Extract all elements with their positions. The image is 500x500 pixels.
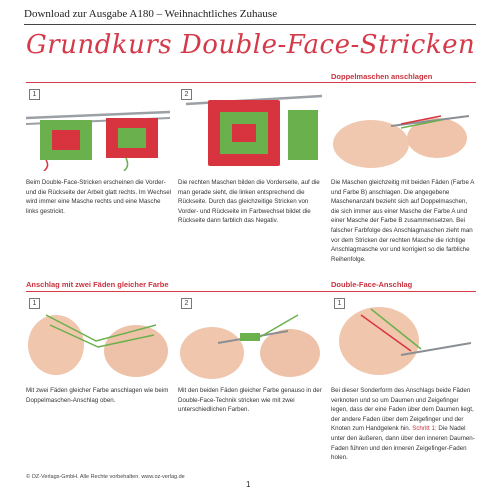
photo-swatch-front-back bbox=[26, 86, 170, 171]
section-rule-bottom bbox=[26, 291, 476, 292]
page-title: Grundkurs Double-Face-Stricken bbox=[26, 30, 476, 60]
section-title-doppelmaschen: Doppelmaschen anschlagen bbox=[331, 72, 433, 81]
page-header: Download zur Ausgabe A180 – Weihnachtliches Zuhause bbox=[24, 8, 278, 20]
header-rule bbox=[24, 24, 476, 25]
photo-double-face-cast-on bbox=[331, 295, 475, 380]
page-number: 1 bbox=[246, 480, 251, 489]
step-number-badge: 2 bbox=[181, 89, 192, 100]
caption-bottom-2: Mit den beiden Fäden gleicher Farbe genauso in der Double-Face-Technik stricken wie mit zwei unterschiedlichen Farben. bbox=[178, 387, 322, 414]
photo-two-green-threads bbox=[26, 295, 170, 380]
step-number-badge: 1 bbox=[334, 298, 345, 309]
caption-bottom-3-intro: Bei dieser Sonderform des Anschlags beide Fäden verknoten und so um Daumen und Zeigefinger legen, dass der eine Faden über dem Daumen liegt, der andere Faden über dem Zeigefinger und der Knoten zum Handgelenk hin. bbox=[331, 387, 474, 433]
caption-step-label: Schritt 1: bbox=[412, 425, 437, 433]
photo-swatch-closeup bbox=[178, 86, 322, 171]
copyright-footer: © OZ-Verlags-GmbH. Alle Rechte vorbehalten. www.oz-verlag.de bbox=[26, 474, 185, 480]
step-number-badge: 1 bbox=[29, 89, 40, 100]
caption-top-3: Die Maschen gleichzeitig mit beiden Fäden (Farbe A und Farbe B) anschlagen. Die angegebene Maschenanzahl bezieht sich auf Doppelmaschen, die sich immer aus einer Masche der Farbe A und einer Masche der Farbe B zusammensetzen. Bei falscher Farbfolge des Anschlagmaschen zieht man vor dem Stricken der rechten Masche die richtige Anschlagmasche vor und korrigiert so die farbliche Reihenfolge. bbox=[331, 179, 475, 263]
section-rule-top bbox=[26, 82, 476, 83]
photo-hands-cast-on bbox=[331, 86, 475, 171]
caption-bottom-3 bbox=[331, 386, 476, 463]
step-number-badge: 1 bbox=[29, 298, 40, 309]
caption-bottom-1: Mit zwei Fäden gleicher Farbe anschlagen wie beim Doppelmaschen-Anschlag oben. bbox=[26, 387, 169, 404]
caption-bottom-3-step-text: Die Nadel unter den äußeren, dann über den inneren Daumen-Faden führen und den inneren Zeigefinger-Faden holen. bbox=[331, 425, 475, 462]
step-number-badge: 2 bbox=[181, 298, 192, 309]
caption-top-2: Die rechten Maschen bilden die Vorderseite, auf die man gerade sieht, die linken entsprechend die Rückseite. Durch das gleichzeitige Stricken von Vorder- und Rückseite im Farbwechsel bildet die Rückseite dann farblich das Negativ. bbox=[178, 179, 320, 225]
caption-top-1: Beim Double-Face-Stricken erscheinen die Vorder- und die Rückseite der Arbeit glatt rechts. Im Wechsel wird immer eine Masche rechts und eine Masche links gestrickt. bbox=[26, 179, 172, 215]
section-title-double-face-anschlag: Double-Face-Anschlag bbox=[331, 280, 413, 289]
photo-knitting-same-color bbox=[178, 295, 322, 380]
section-title-anschlag: Anschlag mit zwei Fäden gleicher Farbe bbox=[26, 280, 169, 289]
